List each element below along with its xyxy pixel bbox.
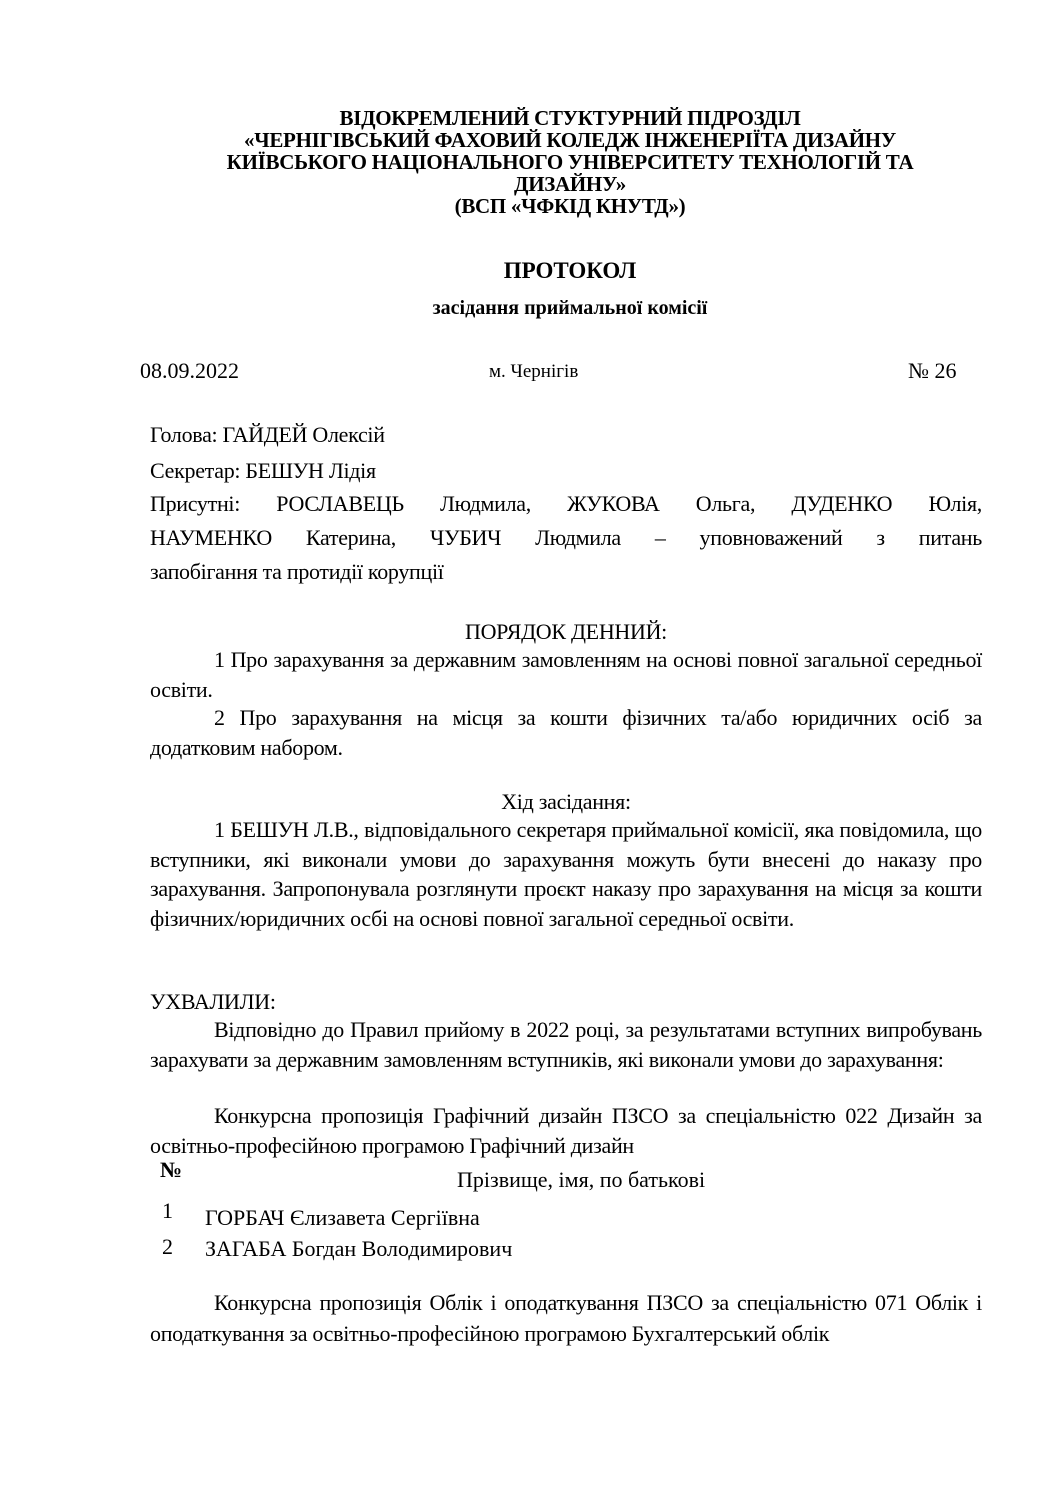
agenda-item: 1 Про зарахування за державним замовленням на основі повної загальної середньої освіти. <box>150 647 982 702</box>
table-header-number: № <box>160 1157 183 1182</box>
table-row-name: ГОРБАЧ Єлизавета Сергіївна <box>205 1205 480 1230</box>
competitive-offer-2: Конкурсна пропозиція Облік і оподаткування ПЗСО за спеціальністю 071 Облік і оподаткування за освітньо-професійною програмою Бухгалтерський облік <box>150 1290 982 1346</box>
agenda-heading: ПОРЯДОК ДЕННИЙ: <box>465 619 667 644</box>
header-line: (ВСП «ЧФКІД КНУТД») <box>454 194 686 218</box>
proceedings-heading: Хід засідання: <box>501 789 631 814</box>
attendees-present <box>150 489 982 587</box>
chair: Голова: ГАЙДЕЙ Олексій <box>150 422 385 447</box>
document-title: ПРОТОКОЛ <box>503 258 637 283</box>
present-line: НАУМЕНКО Катерина, ЧУБИЧ Людмила – уповноважений з питань <box>150 525 982 550</box>
table-header-name: Прізвище, імя, по батькові <box>457 1167 706 1192</box>
institution-header <box>140 107 1000 217</box>
table-row-number: 1 <box>162 1198 173 1223</box>
secretary: Секретар: БЕШУН Лідія <box>150 458 376 483</box>
protocol-number: № 26 <box>908 358 957 383</box>
document-subtitle: засідання приймальної комісії <box>432 297 708 319</box>
competitive-offer-1: Конкурсна пропозиція Графічний дизайн ПЗСО за спеціальністю 022 Дизайн за освітньо-професійною програмою Графічний дизайн <box>150 1103 982 1158</box>
resolved-text: Відповідно до Правил прийому в 2022 році, за результатами вступних випробувань зарахувати за державним замовленням вступників, які виконали умови до зарахування: <box>150 1017 982 1072</box>
header-line: КИЇВСЬКОГО НАЦІОНАЛЬНОГО УНІВЕРСИТЕТУ ТЕХНОЛОГІЙ ТА <box>226 150 914 174</box>
header-line: ДИЗАЙНУ» <box>514 172 626 196</box>
table-row-name: ЗАГАБА Богдан Володимирович <box>205 1236 513 1261</box>
proceedings-text: 1 БЕШУН Л.В., відповідального секретаря приймальної комісії, яка повідомила, що вступники, які виконали умови до зарахування можуть бути внесені до наказу про зарахування. Запропонувала розглянути проєкт наказу про зарахування на місця за кошти фізичних/юридичних осбі на основі повної загальної середньої освіти. <box>150 817 982 931</box>
header-line: «ЧЕРНІГІВСЬКИЙ ФАХОВИЙ КОЛЕДЖ ІНЖЕНЕРІЇТА ДИЗАЙНУ <box>244 128 896 152</box>
header-line: ВІДОКРЕМЛЕНИЙ СТУКТУРНИЙ ПІДРОЗДІЛ <box>339 106 801 130</box>
resolved-heading: УХВАЛИЛИ: <box>150 989 276 1014</box>
meeting-date: 08.09.2022 <box>140 358 239 383</box>
present-line: Присутні: РОСЛАВЕЦЬ Людмила, ЖУКОВА Ольга, ДУДЕНКО Юлія, <box>150 491 982 516</box>
table-row-number: 2 <box>162 1234 173 1259</box>
meeting-city: м. Чернігів <box>489 361 579 382</box>
present-line: запобігання та протидії корупції <box>150 559 444 584</box>
agenda-item: 2 Про зарахування на місця за кошти фізичних та/або юридичних осіб за додатковим набором. <box>150 705 982 760</box>
